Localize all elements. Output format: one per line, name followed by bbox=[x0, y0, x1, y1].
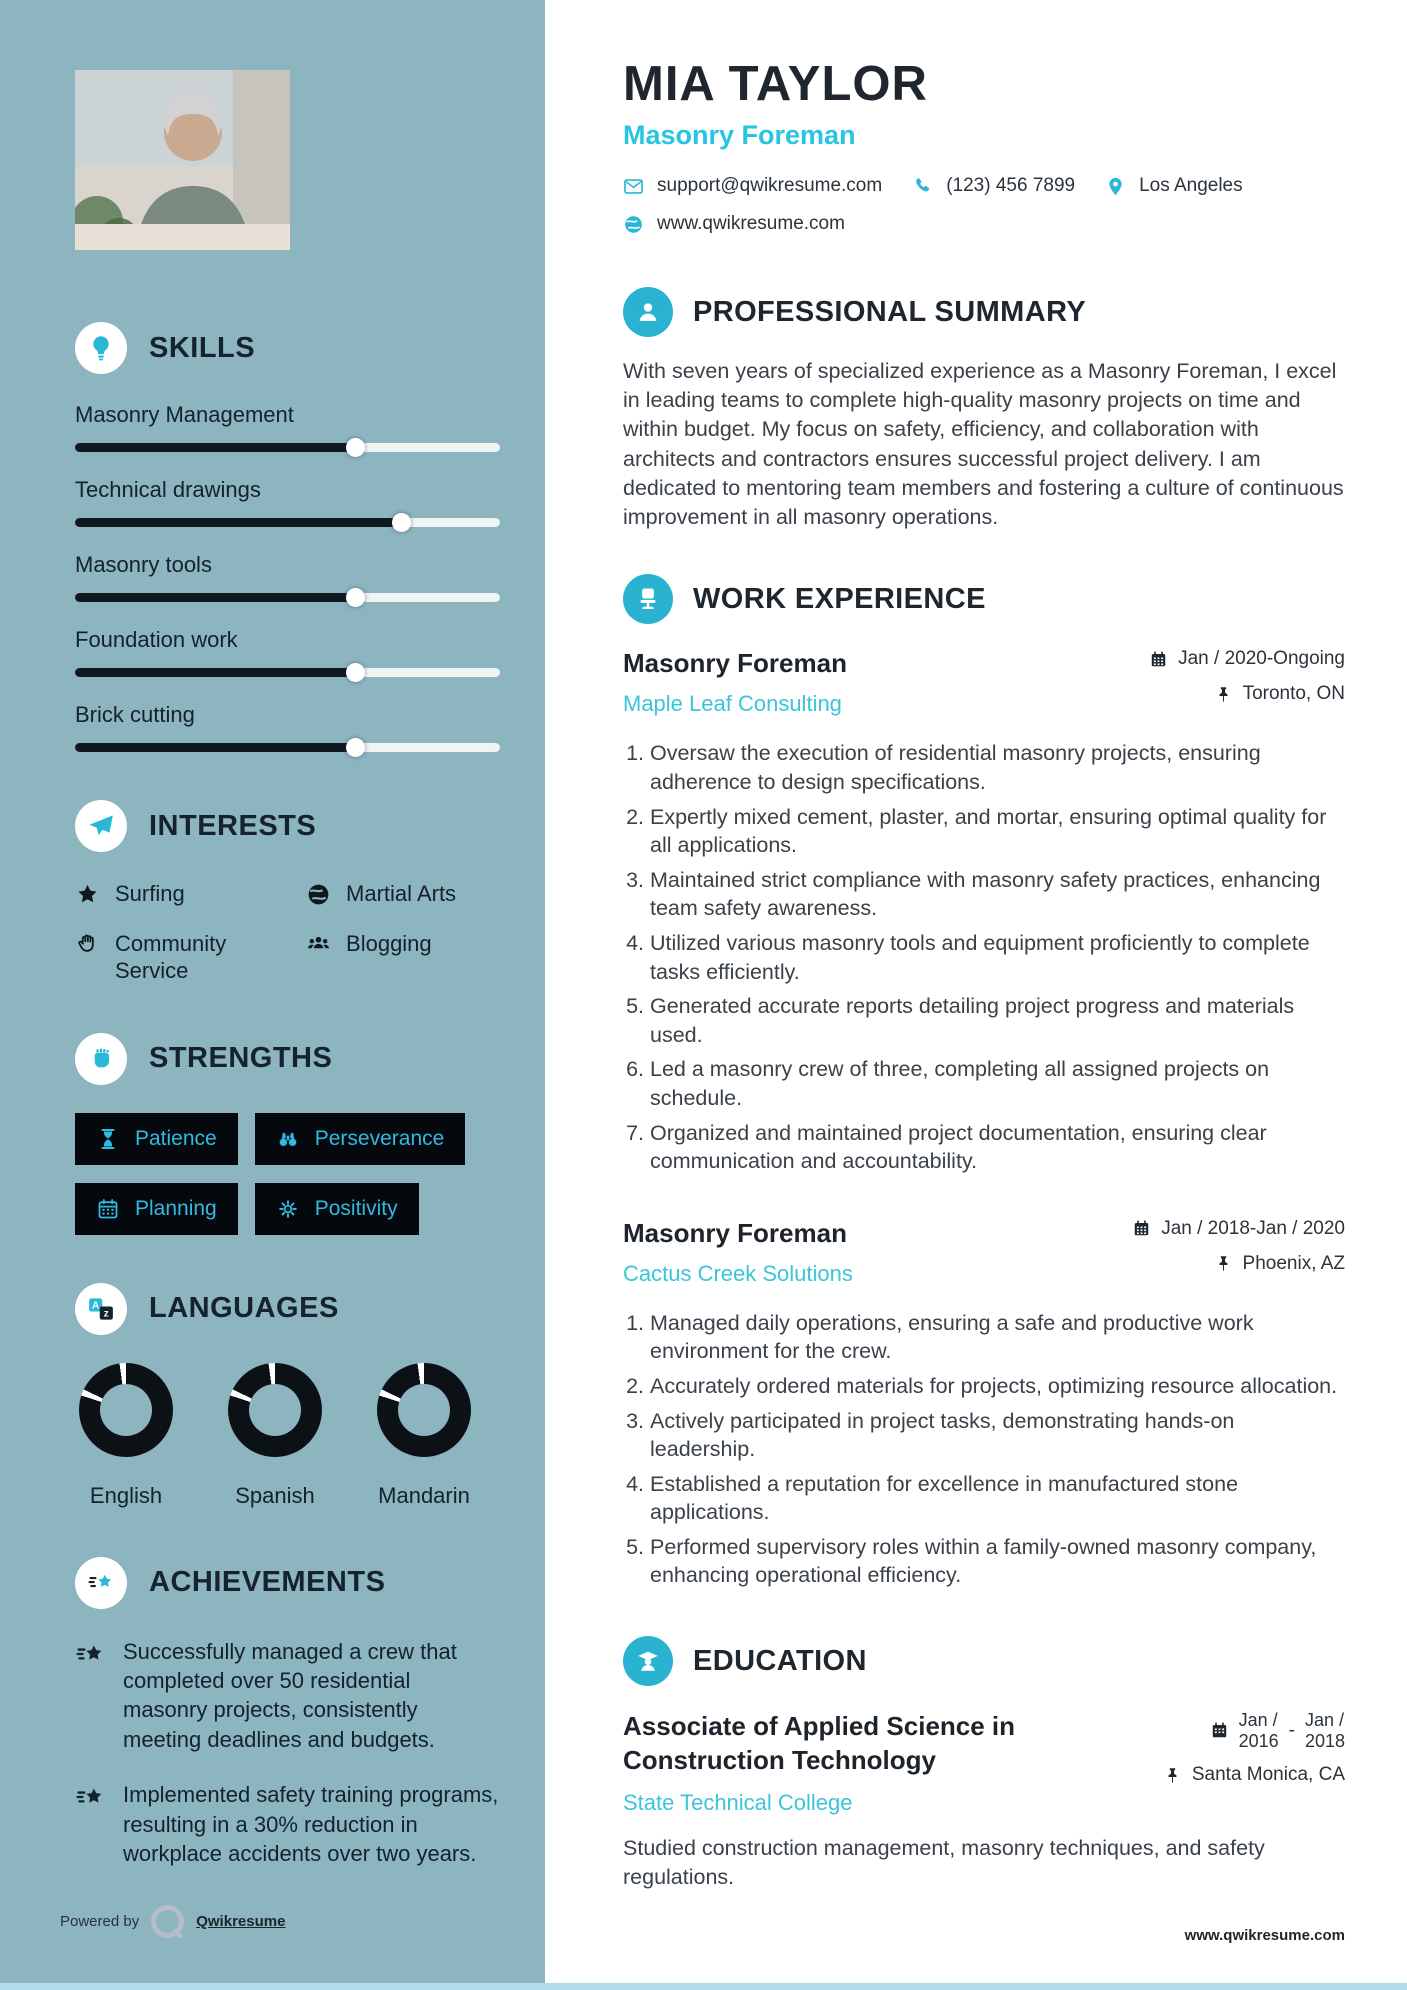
date-end-year: 2018 bbox=[1304, 1730, 1345, 1751]
strength-label: Planning bbox=[135, 1196, 217, 1220]
qwikresume-link[interactable]: Qwikresume bbox=[196, 1913, 286, 1930]
gear-icon bbox=[276, 1197, 300, 1221]
phone-icon bbox=[912, 176, 933, 197]
strength-badge bbox=[255, 1113, 466, 1165]
job-bullet: 3. Maintained strict compliance with masonry safety practices, enhancing team safety awareness. bbox=[650, 866, 1345, 923]
job-bullet: 2. Accurately ordered materials for projects, optimizing resource allocation. bbox=[650, 1372, 1345, 1401]
job-title: Masonry Foreman bbox=[623, 648, 847, 679]
job-date-value: Jan / 2020-Ongoing bbox=[1178, 648, 1345, 670]
date-end: Jan / bbox=[1304, 1710, 1344, 1731]
skill-item bbox=[75, 627, 500, 677]
experience-heading: WORK EXPERIENCE bbox=[693, 582, 986, 615]
job-company: Cactus Creek Solutions bbox=[623, 1260, 853, 1286]
language-donut-chart bbox=[377, 1363, 471, 1457]
globe-icon bbox=[306, 882, 331, 907]
powered-by-label: Powered by bbox=[60, 1913, 140, 1930]
interest-label: Community Service bbox=[115, 930, 227, 983]
star-icon bbox=[75, 882, 100, 907]
person-icon bbox=[623, 287, 673, 337]
education-dates bbox=[1210, 1710, 1345, 1751]
strength-badge bbox=[75, 1183, 238, 1235]
footer-website[interactable]: www.qwikresume.com bbox=[1184, 1927, 1345, 1944]
bottom-accent-strip bbox=[0, 1983, 1407, 1990]
job-bullet: 3. Actively participated in project tasks, demonstrating hands-on leadership. bbox=[650, 1407, 1345, 1464]
website-value[interactable]: www.qwikresume.com bbox=[657, 213, 845, 234]
skill-bar bbox=[75, 743, 500, 752]
strength-label: Perseverance bbox=[314, 1126, 445, 1150]
job-dates bbox=[1149, 648, 1345, 670]
fist-icon bbox=[75, 1033, 127, 1085]
job-entry bbox=[623, 1218, 1345, 1590]
pushpin-icon bbox=[1163, 1766, 1182, 1785]
lightbulb-icon bbox=[75, 322, 127, 374]
date-separator: - bbox=[1288, 1719, 1295, 1741]
job-location bbox=[1214, 683, 1345, 705]
summary-text: With seven years of specialized experience as a Masonry Foreman, I excel in leading teams to complete high-quality masonry projects on time and within budget. My focus on safety, efficiency, and collaboration with architects and contractors ensures successful project delivery. I am dedicated to mentoring team members and fostering a culture of continuous improvement in all masonry operations. bbox=[623, 359, 1344, 530]
skill-label: Brick cutting bbox=[75, 702, 195, 727]
pushpin-icon bbox=[1214, 685, 1233, 704]
skill-bar-thumb[interactable] bbox=[346, 738, 365, 757]
interests-heading: INTERESTS bbox=[149, 809, 317, 842]
date-start-year: 2016 bbox=[1238, 1730, 1279, 1751]
education-heading: EDUCATION bbox=[693, 1644, 867, 1677]
school-name: State Technical College bbox=[623, 1789, 853, 1815]
achievement-text: Implemented safety training programs, resulting in a 30% reduction in workplace accidents over two years. bbox=[123, 1782, 499, 1867]
main-column bbox=[545, 0, 1407, 1990]
skill-item bbox=[75, 402, 500, 452]
skill-bar-thumb[interactable] bbox=[346, 663, 365, 682]
strength-label: Positivity bbox=[314, 1196, 398, 1220]
language-item bbox=[224, 1363, 326, 1509]
job-location-value: Phoenix, AZ bbox=[1242, 1252, 1345, 1274]
language-label: Spanish bbox=[235, 1482, 315, 1508]
job-company: Maple Leaf Consulting bbox=[623, 691, 842, 717]
languages-heading: LANGUAGES bbox=[149, 1292, 339, 1324]
calendar-icon bbox=[1149, 650, 1168, 669]
job-bullet-list bbox=[623, 739, 1345, 1175]
skills-heading: SKILLS bbox=[149, 331, 256, 364]
contact-row bbox=[623, 175, 1345, 197]
job-bullet: 5. Generated accurate reports detailing project progress and materials used. bbox=[650, 992, 1345, 1049]
paper-plane-icon bbox=[75, 800, 127, 852]
skill-item bbox=[75, 552, 500, 602]
skill-item bbox=[75, 477, 500, 527]
summary-section bbox=[623, 287, 1345, 532]
qwikresume-q-logo-icon bbox=[151, 1905, 184, 1938]
contact-email bbox=[623, 175, 882, 197]
skill-label: Masonry Management bbox=[75, 402, 294, 427]
strength-badge bbox=[255, 1183, 419, 1235]
job-title: Masonry Foreman bbox=[623, 1217, 847, 1248]
summary-heading: PROFESSIONAL SUMMARY bbox=[693, 295, 1087, 328]
contact-row bbox=[623, 213, 1345, 235]
users-icon bbox=[306, 932, 331, 957]
achievement-item bbox=[75, 1637, 500, 1755]
strengths-section bbox=[75, 1033, 500, 1235]
calendar-icon bbox=[1210, 1721, 1229, 1740]
language-donut-chart bbox=[228, 1363, 322, 1457]
job-bullet: 1. Oversaw the execution of residential masonry projects, ensuring adherence to design specifications. bbox=[650, 739, 1345, 796]
job-bullet-list bbox=[623, 1309, 1345, 1590]
skill-label: Technical drawings bbox=[75, 477, 261, 502]
shooting-star-icon bbox=[75, 1639, 106, 1670]
job-bullet: 6. Led a masonry crew of three, completing all assigned projects on schedule. bbox=[650, 1055, 1345, 1112]
job-location bbox=[1214, 1253, 1345, 1275]
language-item bbox=[75, 1363, 177, 1509]
skill-bar bbox=[75, 668, 500, 677]
powered-by bbox=[60, 1905, 285, 1938]
education-location bbox=[1163, 1764, 1345, 1786]
language-label: English bbox=[89, 1482, 163, 1508]
email-value[interactable]: support@qwikresume.com bbox=[657, 175, 883, 196]
svg-text:A: A bbox=[92, 1300, 100, 1311]
experience-section bbox=[623, 574, 1345, 1590]
shooting-star-icon bbox=[75, 1557, 127, 1609]
education-location-value: Santa Monica, CA bbox=[1191, 1764, 1345, 1786]
skill-label: Foundation work bbox=[75, 627, 238, 652]
candidate-title: Masonry Foreman bbox=[623, 120, 856, 150]
skill-bar bbox=[75, 593, 500, 602]
svg-text:z: z bbox=[103, 1308, 109, 1320]
achievements-heading: ACHIEVEMENTS bbox=[149, 1566, 386, 1598]
hourglass-icon bbox=[96, 1127, 120, 1151]
job-bullet: 5. Performed supervisory roles within a family-owned masonry company, enhancing operational efficiency. bbox=[650, 1533, 1345, 1590]
strengths-heading: STRENGTHS bbox=[149, 1042, 333, 1074]
skills-section bbox=[75, 322, 500, 752]
binoculars-icon bbox=[276, 1127, 300, 1151]
contact-website bbox=[623, 213, 845, 235]
contact-location bbox=[1105, 175, 1243, 197]
hand-icon bbox=[75, 932, 100, 957]
education-description: Studied construction management, masonry techniques, and safety regulations. bbox=[623, 1835, 1265, 1889]
degree-title: Associate of Applied Science in Construction Technology bbox=[623, 1711, 1016, 1775]
interest-item bbox=[75, 930, 298, 985]
skill-bar bbox=[75, 518, 500, 527]
strength-label: Patience bbox=[135, 1126, 217, 1150]
language-label: Mandarin bbox=[378, 1482, 470, 1508]
globe-icon bbox=[623, 214, 644, 235]
sidebar bbox=[0, 0, 545, 1990]
calendar-icon bbox=[1132, 1219, 1151, 1238]
candidate-name: MIA TAYLOR bbox=[623, 57, 928, 111]
interests-section bbox=[75, 800, 500, 985]
achievement-item bbox=[75, 1780, 500, 1868]
profile-photo bbox=[75, 70, 290, 250]
strength-badge bbox=[75, 1113, 238, 1165]
job-bullet: 4. Established a reputation for excellence in manufactured stone applications. bbox=[650, 1470, 1345, 1527]
education-section bbox=[623, 1636, 1345, 1892]
job-bullet: 7. Organized and maintained project documentation, ensuring clear communication and accountability. bbox=[650, 1119, 1345, 1176]
language-item bbox=[373, 1363, 475, 1509]
job-bullet: 1. Managed daily operations, ensuring a safe and productive work environment for the crew. bbox=[650, 1309, 1345, 1366]
job-entry bbox=[623, 648, 1345, 1175]
contact-phone bbox=[912, 175, 1075, 197]
skill-bar-thumb[interactable] bbox=[346, 588, 365, 607]
pushpin-icon bbox=[1214, 1254, 1233, 1273]
job-location-value: Toronto, ON bbox=[1242, 683, 1345, 705]
job-bullet: 4. Utilized various masonry tools and equipment proficiently to complete tasks efficiently. bbox=[650, 929, 1345, 986]
job-date-value: Jan / 2018-Jan / 2020 bbox=[1161, 1217, 1345, 1239]
interest-label: Surfing bbox=[115, 881, 185, 906]
achievement-text: Successfully managed a crew that completed over 50 residential masonry projects, consistently meeting deadlines and budgets. bbox=[123, 1638, 457, 1752]
interest-item bbox=[75, 880, 298, 908]
language-donut-chart bbox=[79, 1363, 173, 1457]
envelope-icon bbox=[623, 176, 644, 197]
skill-bar-thumb[interactable] bbox=[392, 513, 411, 532]
interest-item bbox=[306, 930, 500, 985]
job-dates bbox=[1132, 1218, 1345, 1240]
calendar-icon bbox=[96, 1197, 120, 1221]
location-value: Los Angeles bbox=[1139, 175, 1243, 196]
skill-bar bbox=[75, 443, 500, 452]
map-pin-icon bbox=[1105, 176, 1126, 197]
phone-value[interactable]: (123) 456 7899 bbox=[946, 175, 1076, 196]
interest-label: Blogging bbox=[346, 930, 432, 956]
skill-label: Masonry tools bbox=[75, 552, 212, 577]
date-start: Jan / bbox=[1238, 1710, 1278, 1731]
job-bullet: 2. Expertly mixed cement, plaster, and mortar, ensuring optimal quality for all applications. bbox=[650, 803, 1345, 860]
interest-item bbox=[306, 880, 500, 908]
office-chair-icon bbox=[623, 574, 673, 624]
interest-label: Martial Arts bbox=[346, 881, 457, 906]
languages-section bbox=[75, 1283, 500, 1509]
shooting-star-icon bbox=[75, 1782, 106, 1813]
translate-icon bbox=[75, 1283, 127, 1335]
skill-bar-thumb[interactable] bbox=[346, 438, 365, 457]
skill-item bbox=[75, 702, 500, 752]
achievements-section bbox=[75, 1557, 500, 1869]
graduate-icon bbox=[623, 1636, 673, 1686]
